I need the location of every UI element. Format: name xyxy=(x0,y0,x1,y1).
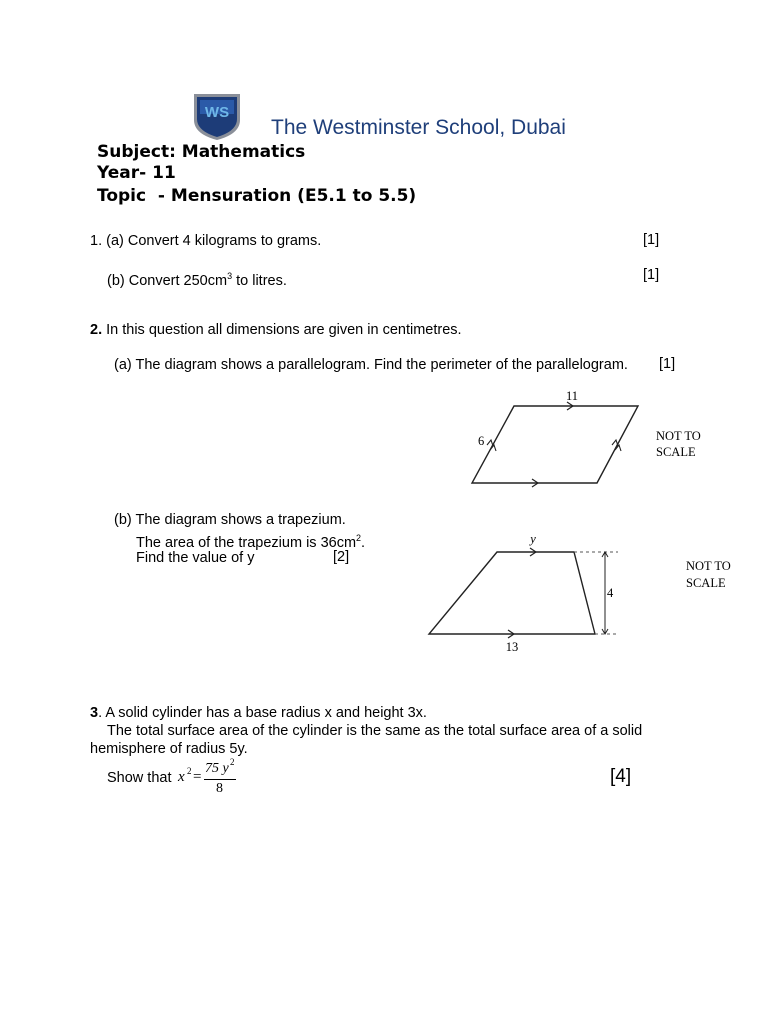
parallelogram-side-label: 6 xyxy=(478,434,485,448)
formula-equals: = xyxy=(193,769,202,785)
q2b-line2-after: . xyxy=(361,534,366,551)
q3-line1-text: . A solid cylinder has a base radius x and height 3x. xyxy=(98,705,427,721)
school-logo xyxy=(192,92,242,142)
q2b-line1: (b) The diagram shows a trapezium. xyxy=(114,512,346,528)
fraction-bar xyxy=(204,779,236,780)
parallelogram-note-1: NOT TO xyxy=(656,429,701,443)
trapezium-note-1: NOT TO xyxy=(686,559,731,573)
q2a-text: (a) The diagram shows a parallelogram. Find the perimeter of the parallelogram. xyxy=(114,357,628,373)
q2b-line2-sup: 2 xyxy=(356,533,362,543)
formula-numerator: 75 y xyxy=(205,761,229,776)
parallelogram-note-2: SCALE xyxy=(656,445,696,459)
q3-show-that: Show that xyxy=(107,770,172,786)
formula-denominator: 8 xyxy=(216,781,223,796)
subject-heading: Subject: Mathematics xyxy=(97,142,306,162)
q1b-sup: 3 xyxy=(227,271,233,281)
q1a-text: 1. (a) Convert 4 kilograms to grams. xyxy=(90,233,322,249)
q1b-marks: [1] xyxy=(643,267,660,283)
q2-intro-text: In this question all dimensions are given in centimetres. xyxy=(102,322,462,338)
q1b-text-after: to litres. xyxy=(232,272,287,289)
trapezium-diagram xyxy=(420,530,750,655)
trapezium-note-2: SCALE xyxy=(686,576,726,590)
topic-heading: Topic - Mensuration (E5.1 to 5.5) xyxy=(97,186,417,206)
q2a-marks: [1] xyxy=(659,356,676,372)
school-name: The Westminster School, Dubai xyxy=(271,116,566,139)
logo-text: WS xyxy=(204,104,230,121)
formula-lhs-sup: 2 xyxy=(187,766,192,776)
q3-number: 3 xyxy=(90,705,99,721)
q2b-line2-before: The area of the trapezium is 36cm xyxy=(136,534,357,551)
q1a-marks: [1] xyxy=(643,232,660,248)
formula-numerator-sup: 2 xyxy=(230,757,235,767)
trapezium-bottom-label: 13 xyxy=(505,640,519,654)
q2-intro xyxy=(90,321,462,339)
shield-icon xyxy=(192,92,242,142)
q2b-line3: Find the value of y xyxy=(136,550,255,566)
q3-formula xyxy=(178,757,248,800)
formula-lhs: x xyxy=(178,769,185,785)
parallelogram-top-label: 11 xyxy=(565,389,579,403)
q2-number: 2. xyxy=(90,322,103,338)
trapezium-height-label: 4 xyxy=(607,586,614,600)
q1b-text-before: (b) Convert 250cm xyxy=(107,272,228,289)
q3-line2: The total surface area of the cylinder is the same as the total surface area of a solid xyxy=(107,723,643,739)
q3-line1 xyxy=(90,704,427,722)
q2b-marks: [2] xyxy=(333,549,350,565)
q3-line3: hemisphere of radius 5y. xyxy=(90,741,248,757)
q1b-text xyxy=(107,267,287,290)
parallelogram-diagram xyxy=(460,388,710,488)
q3-marks: [4] xyxy=(610,766,632,787)
year-heading: Year- 11 xyxy=(97,163,176,183)
trapezium-top-label: y xyxy=(530,532,536,546)
